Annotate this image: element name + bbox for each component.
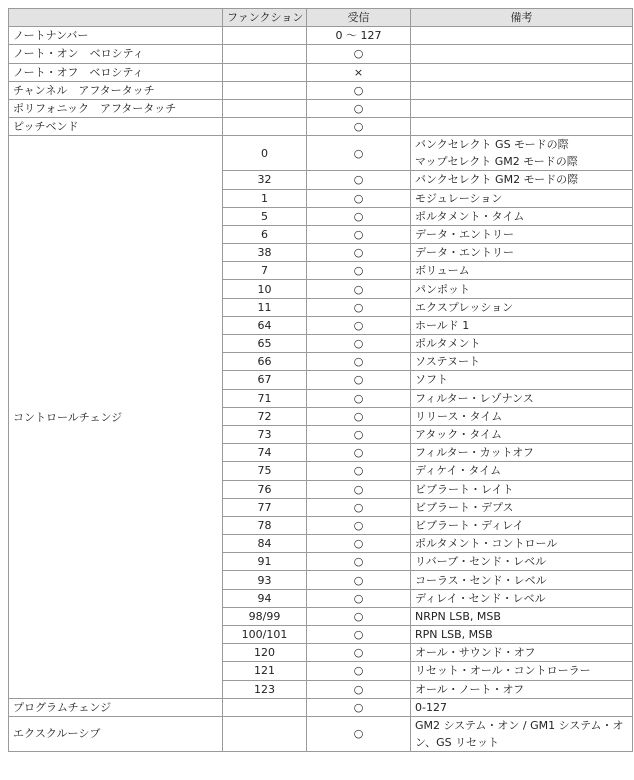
header-row xyxy=(9,9,633,27)
row-label: チャンネル アフタータッチ xyxy=(9,81,223,99)
cc-number: 98/99 xyxy=(223,607,307,625)
table-row xyxy=(9,99,633,117)
table-row xyxy=(9,45,633,63)
row-remarks: エクスプレッション xyxy=(415,300,514,314)
cc-number: 123 xyxy=(223,680,307,698)
row-remarks: ホールド 1 xyxy=(415,318,470,332)
header-func xyxy=(9,9,223,27)
row-remarks: フィルター・カットオフ xyxy=(415,446,534,460)
cc-number: 78 xyxy=(223,516,307,534)
row-label: ポリフォニック アフタータッチ xyxy=(9,99,223,117)
row-remarks: オール・サウンド・オフ xyxy=(415,646,536,660)
row-label: ノート・オン ベロシティ xyxy=(9,45,223,63)
cc-number: 75 xyxy=(223,462,307,480)
row-receive: ○ xyxy=(307,371,411,389)
row-receive: ○ xyxy=(307,553,411,571)
header-receive: 受信 xyxy=(307,9,411,27)
row-receive: ○ xyxy=(307,480,411,498)
row-remarks: バンクセレクト GS モードの際 xyxy=(415,138,569,152)
row-remarks: コーラス・センド・レベル xyxy=(415,573,547,587)
row-receive: ○ xyxy=(307,136,411,171)
cc-number: 1 xyxy=(223,189,307,207)
row-remarks: データ・エントリー xyxy=(415,246,514,260)
row-remarks: データ・エントリー xyxy=(415,227,514,241)
header-function: ファンクション xyxy=(223,9,307,27)
row-receive: ○ xyxy=(307,698,411,716)
row-receive: ○ xyxy=(307,571,411,589)
row-remarks: ビブラート・ディレイ xyxy=(415,518,524,532)
row-remarks: ソフト xyxy=(415,373,448,387)
row-remarks: ソステヌート xyxy=(415,355,481,369)
midi-implementation-table xyxy=(8,8,633,752)
row-remarks: ポルタメント・コントロール xyxy=(415,537,558,551)
row-receive: ○ xyxy=(307,189,411,207)
row-remarks: ポルタメント・タイム xyxy=(415,209,525,223)
row-receive: ○ xyxy=(307,407,411,425)
row-receive: ○ xyxy=(307,680,411,698)
row-receive: ○ xyxy=(307,45,411,63)
row-receive: ○ xyxy=(307,516,411,534)
row-receive: ○ xyxy=(307,316,411,334)
table-row xyxy=(9,136,633,171)
row-label: ノート・オフ ベロシティ xyxy=(9,63,223,81)
cc-number: 5 xyxy=(223,207,307,225)
cc-number: 7 xyxy=(223,262,307,280)
cc-number: 66 xyxy=(223,353,307,371)
table-row xyxy=(9,27,633,45)
cc-number: 65 xyxy=(223,335,307,353)
row-remarks: GM2 システム・オン / GM1 システム・オン、GS リセット xyxy=(411,716,633,751)
row-label: ノートナンバー xyxy=(9,27,223,45)
row-receive: ○ xyxy=(307,280,411,298)
row-label: コントロールチェンジ xyxy=(9,136,223,698)
cc-number: 72 xyxy=(223,407,307,425)
row-remarks: ディレイ・センド・レベル xyxy=(415,591,546,605)
row-remarks: ボリューム xyxy=(415,264,470,278)
cc-number: 94 xyxy=(223,589,307,607)
cc-number: 120 xyxy=(223,644,307,662)
cc-number: 64 xyxy=(223,316,307,334)
row-receive: ○ xyxy=(307,99,411,117)
cc-number: 77 xyxy=(223,498,307,516)
cc-number: 121 xyxy=(223,662,307,680)
cc-number: 67 xyxy=(223,371,307,389)
row-receive: ○ xyxy=(307,662,411,680)
row-receive: ○ xyxy=(307,716,411,751)
table-row xyxy=(9,118,633,136)
row-remarks: ディケイ・タイム xyxy=(415,464,502,478)
row-remarks: 0-127 xyxy=(411,698,633,716)
row-remarks: RPN LSB, MSB xyxy=(415,628,493,642)
cc-number: 73 xyxy=(223,425,307,443)
row-remarks: モジュレーション xyxy=(415,191,503,205)
row-remarks: オール・ノート・オフ xyxy=(415,682,525,696)
row-receive: ○ xyxy=(307,171,411,189)
row-remarks: パンポット xyxy=(415,282,470,296)
table-row xyxy=(9,63,633,81)
row-receive: ○ xyxy=(307,498,411,516)
row-receive: ○ xyxy=(307,353,411,371)
row-remarks: リリース・タイム xyxy=(415,409,503,423)
cc-number: 76 xyxy=(223,480,307,498)
row-remarks: マップセレクト GM2 モードの際 xyxy=(415,155,578,169)
row-label: ピッチベンド xyxy=(9,118,223,136)
row-remarks: バンクセレクト GM2 モードの際 xyxy=(415,173,579,187)
cc-number: 32 xyxy=(223,171,307,189)
row-receive: ○ xyxy=(307,425,411,443)
row-receive: ○ xyxy=(307,389,411,407)
row-remarks: NRPN LSB, MSB xyxy=(415,609,501,623)
header-remarks: 備考 xyxy=(411,9,633,27)
row-label: エクスクルーシブ xyxy=(9,716,223,751)
row-receive: ○ xyxy=(307,335,411,353)
cc-number: 6 xyxy=(223,225,307,243)
row-receive: ○ xyxy=(307,207,411,225)
row-remarks: ビブラート・デプス xyxy=(415,500,514,514)
row-receive: ○ xyxy=(307,589,411,607)
row-receive: ○ xyxy=(307,626,411,644)
cc-number: 74 xyxy=(223,444,307,462)
cc-number: 91 xyxy=(223,553,307,571)
row-receive: × xyxy=(307,63,411,81)
cc-number: 11 xyxy=(223,298,307,316)
row-receive: ○ xyxy=(307,262,411,280)
row-receive: ○ xyxy=(307,644,411,662)
row-receive: ○ xyxy=(307,535,411,553)
table-row xyxy=(9,698,633,716)
cc-number: 38 xyxy=(223,244,307,262)
row-remarks: アタック・タイム xyxy=(415,428,503,442)
row-receive: ○ xyxy=(307,298,411,316)
cc-number: 84 xyxy=(223,535,307,553)
row-label: プログラムチェンジ xyxy=(9,698,223,716)
cc-number: 10 xyxy=(223,280,307,298)
row-receive: ○ xyxy=(307,81,411,99)
row-remarks: フィルター・レゾナンス xyxy=(415,391,534,405)
row-remarks: ビブラート・レイト xyxy=(415,482,514,496)
row-receive: ○ xyxy=(307,444,411,462)
row-receive: ○ xyxy=(307,462,411,480)
row-remarks: ポルタメント xyxy=(415,337,481,351)
row-receive: 0 〜 127 xyxy=(307,27,411,45)
cc-number: 100/101 xyxy=(223,626,307,644)
cc-number: 93 xyxy=(223,571,307,589)
row-receive: ○ xyxy=(307,225,411,243)
table-row xyxy=(9,81,633,99)
cc-number: 0 xyxy=(223,136,307,171)
row-receive: ○ xyxy=(307,607,411,625)
row-receive: ○ xyxy=(307,244,411,262)
row-remarks: リセット・オール・コントローラー xyxy=(415,664,591,678)
row-remarks: リバーブ・センド・レベル xyxy=(415,555,547,569)
cc-number: 71 xyxy=(223,389,307,407)
table-row xyxy=(9,716,633,751)
row-receive: ○ xyxy=(307,118,411,136)
